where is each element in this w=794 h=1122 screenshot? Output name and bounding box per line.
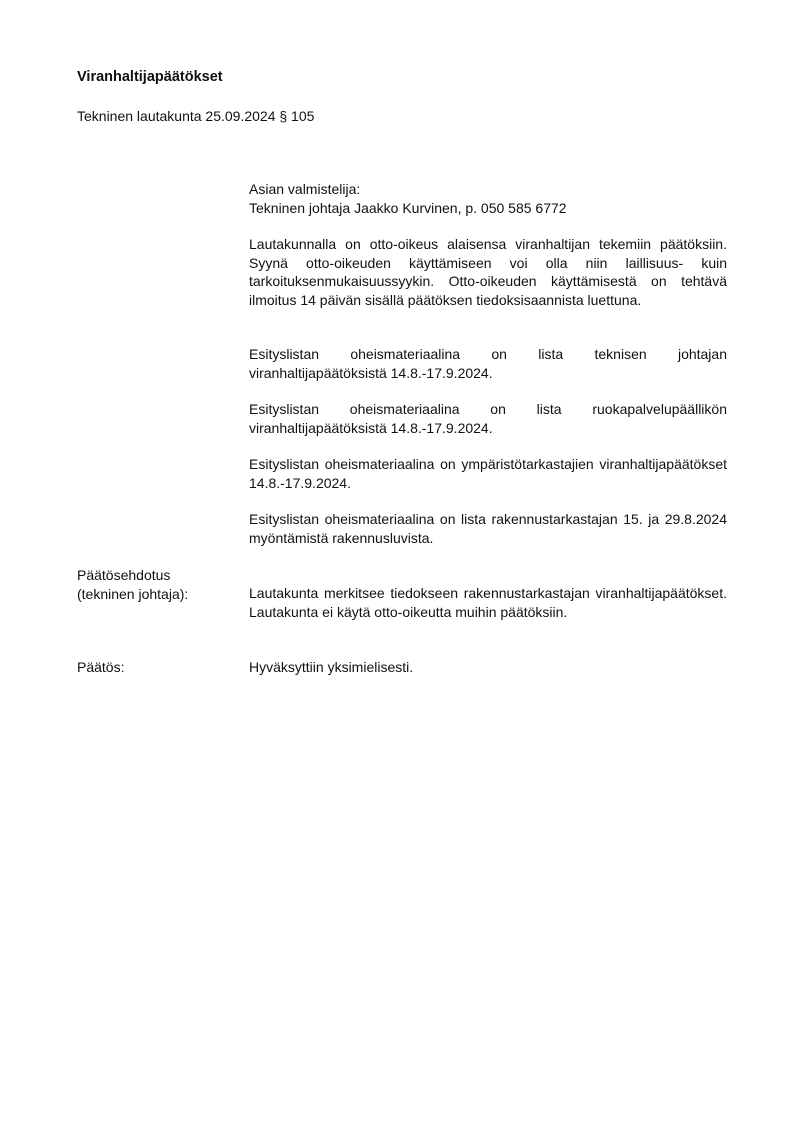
decision-label: Päätös:: [77, 659, 125, 675]
paragraph-technical-director-decisions: Esityslistan oheismateriaalina on lista teknisen johtajan viranhaltijapäätöksistä 14.8.-17.9.2024.: [249, 346, 727, 381]
meeting-reference: Tekninen lautakunta 25.09.2024 § 105: [77, 108, 315, 124]
paragraph-otto-oikeus: Lautakunnalla on otto-oikeus alaisensa viranhaltijan tekemiin päätöksiin. Syynä otto-oikeuden käyttämiseen voi olla niin laillisuus- kuin tarkoituksenmukaisuussyykin. Otto-oikeuden käyttämisestä on tehtävä ilmoitus 14 päivän sisällä päätöksen tiedoksisaannista luettuna.: [249, 236, 727, 308]
proposal-label-line2: (tekninen johtaja):: [77, 585, 189, 602]
paragraph-building-permits: Esityslistan oheismateriaalina on lista rakennustarkastajan 15. ja 29.8.2024 myöntämistä rakennusluvista.: [249, 511, 727, 546]
paragraph-food-service-decisions: Esityslistan oheismateriaalina on lista ruokapalvelupäällikön viranhaltijapäätöksistä 14.8.-17.9.2024.: [249, 401, 727, 436]
proposal-text: Lautakunta merkitsee tiedokseen rakennustarkastajan viranhaltijapäätökset. Lautakunta ei käytä otto-oikeutta muihin päätöksiin.: [249, 585, 727, 620]
paragraph-environment-inspector-decisions: Esityslistan oheismateriaalina on ympäristötarkastajien viranhaltijapäätökset 14.8.-17.9.2024.: [249, 456, 727, 491]
preparer-label: Asian valmistelija:: [249, 181, 361, 197]
proposal-label: [77, 566, 247, 603]
proposal-label-line1: Päätösehdotus: [77, 567, 171, 583]
document-heading: Viranhaltijapäätökset: [77, 69, 223, 85]
preparer-block: [249, 180, 727, 217]
preparer-name: Tekninen johtaja Jaakko Kurvinen, p. 050 585 6772: [249, 199, 567, 216]
decision-text: Hyväksyttiin yksimielisesti.: [249, 659, 414, 675]
